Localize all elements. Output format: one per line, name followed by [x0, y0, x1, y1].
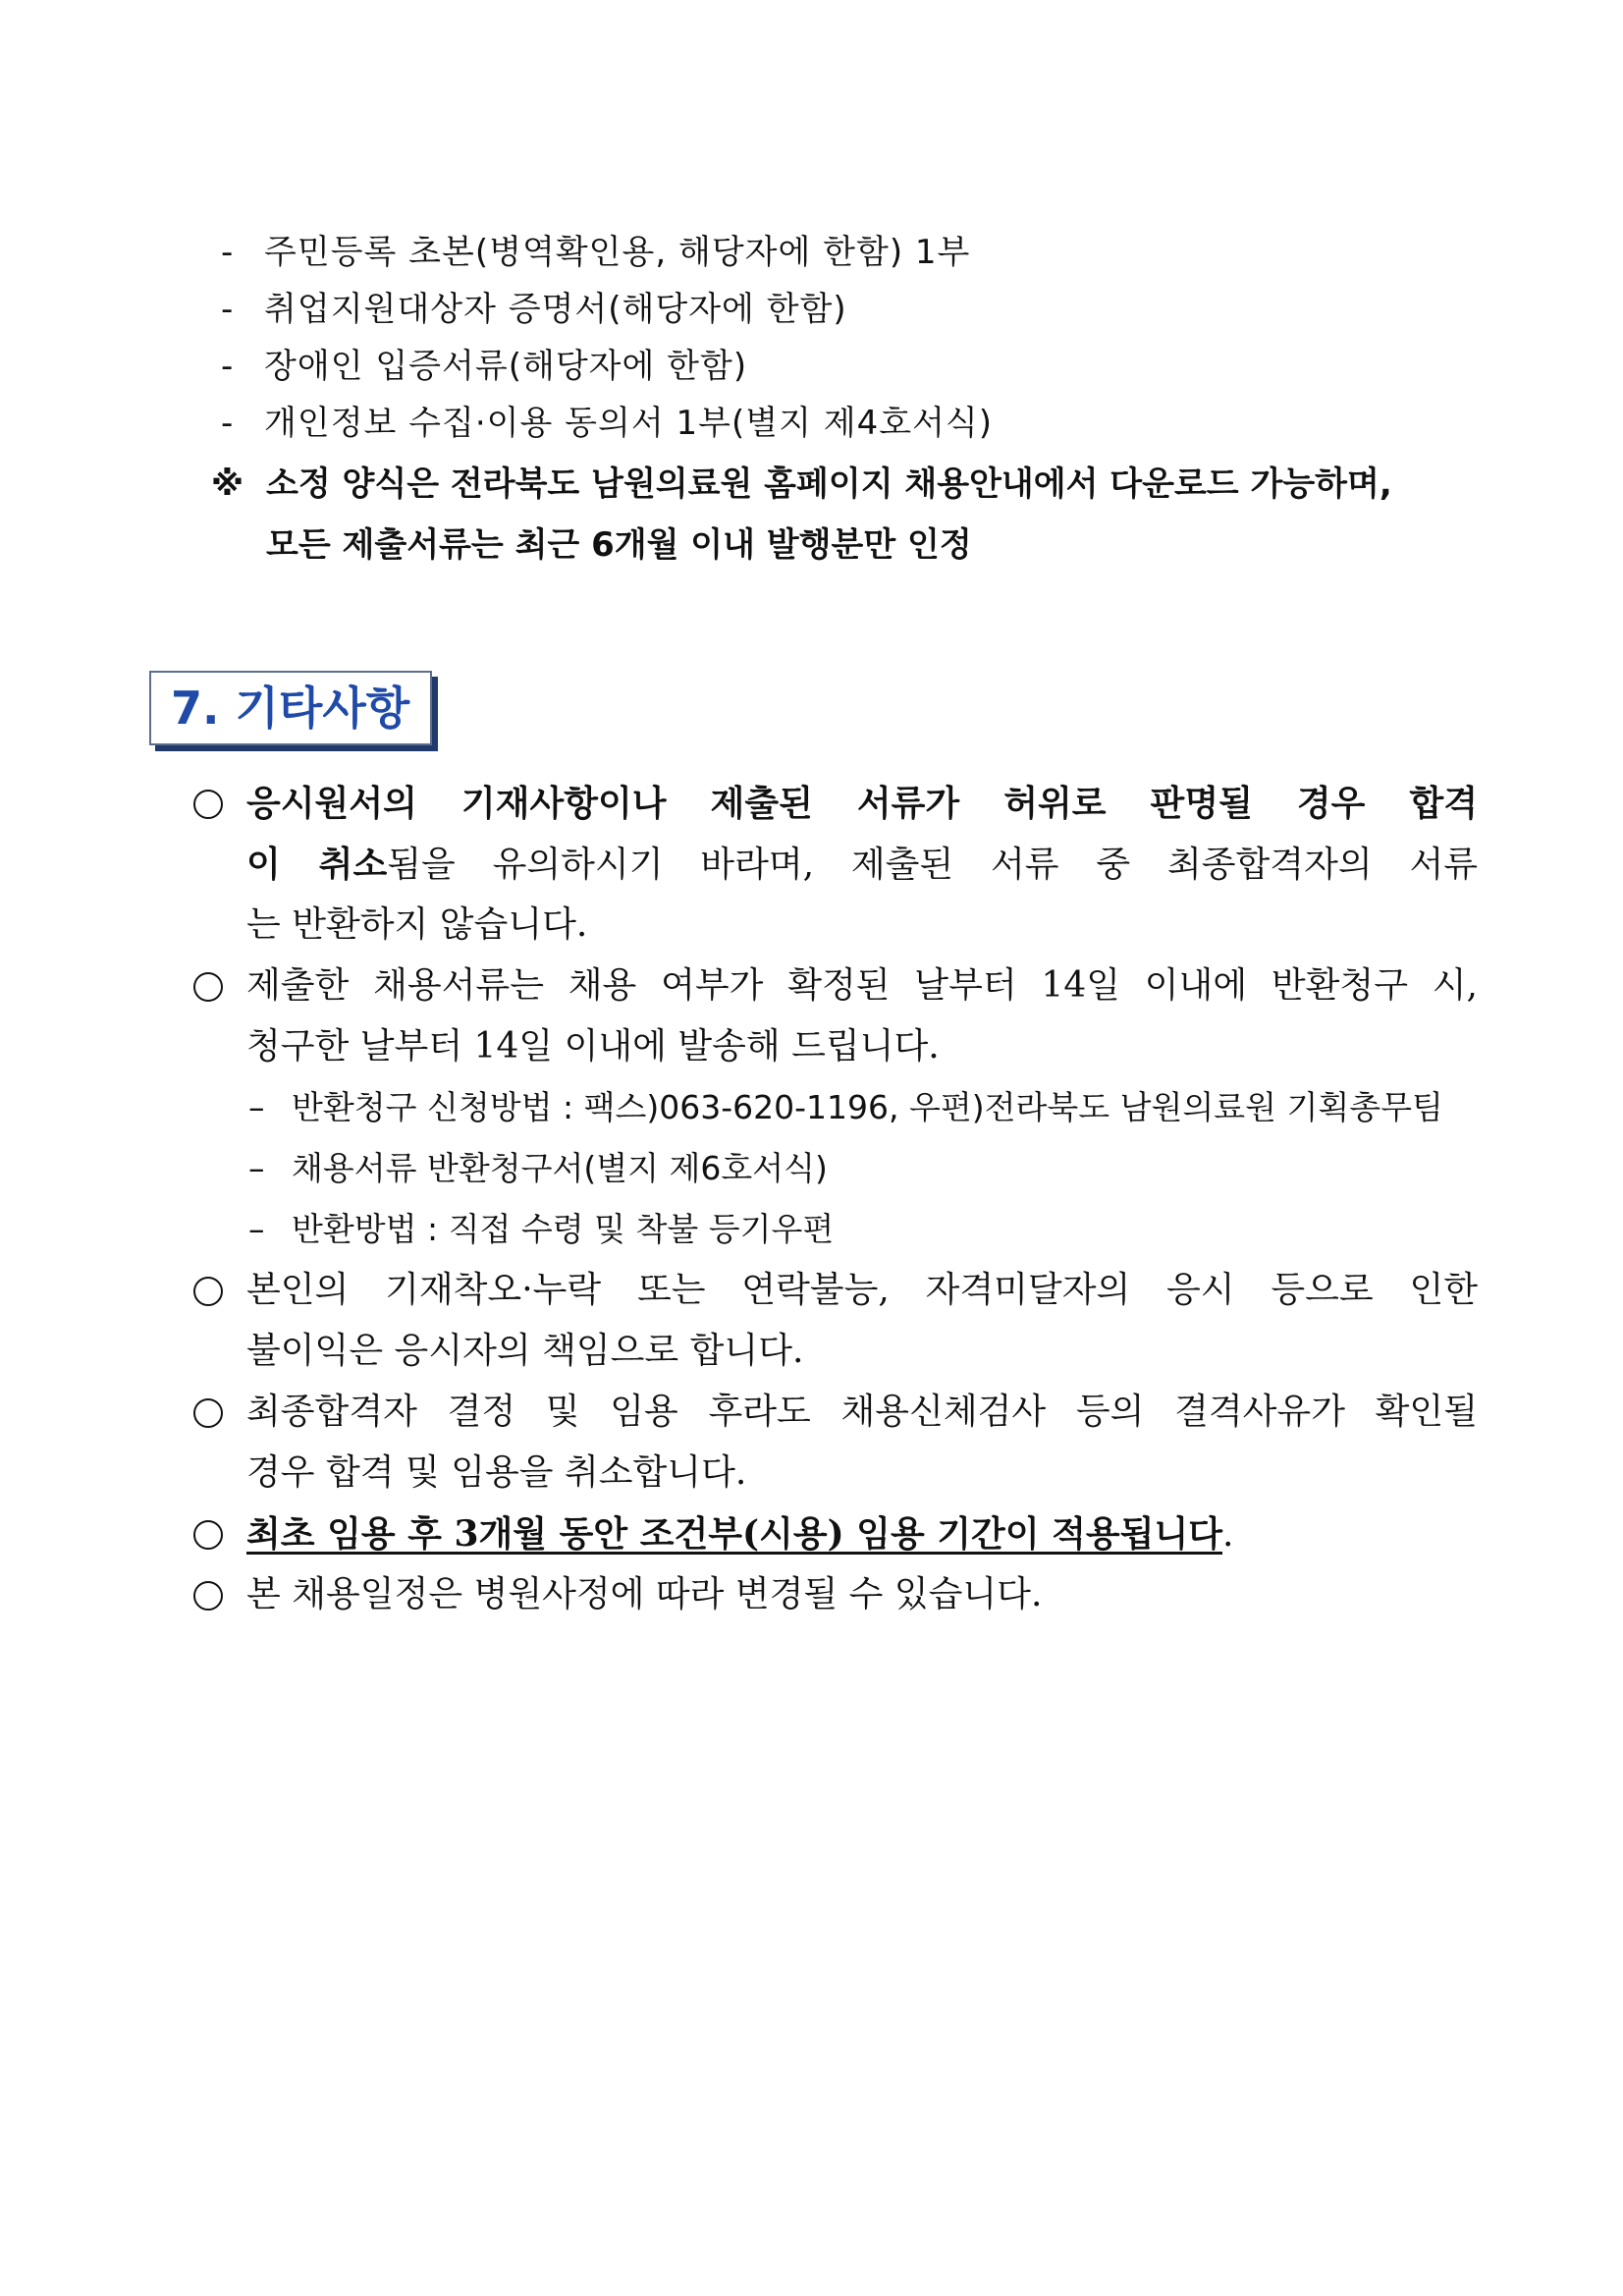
circle-bullet-icon [193, 1398, 223, 1428]
required-documents-list [221, 224, 993, 452]
notice-line-2: 모든 제출서류는 최근 6개월 이내 발행분만 인정 [266, 525, 972, 565]
section-heading-box [149, 671, 432, 745]
sub-item-return-application: – 반환청구 신청방법 : 팩스)063-620-1196, 우편)전라북도 남원의료원 기획총무팀 [248, 1088, 1443, 1126]
sub-item-return-form: – 채용서류 반환청구서(별지 제6호서식) [248, 1149, 828, 1187]
list-item-document-return: 제출한 채용서류는 채용 여부가 확정된 날부터 14일 이내에 반환청구 시, 청구한 날부터 14일 이내에 발송해 드립니다. – 반환청구 신청방법 : 팩스)063-620-1196, 우편)전라북도 남원의료원 기획총무팀 – 채용서류 반환청구서(별지 제6호서식) – 반환방법 : 직접 수령 및 착불 등기우편 [191, 956, 1478, 1260]
doc-item-resident-abstract: - 주민등록 초본(병역확인용, 해당자에 한함) 1부 [221, 233, 971, 272]
other-matters-list [191, 773, 1478, 1625]
list-item-false-documents: 응시원서의 기재사항이나 제출된 서류가 허위로 판명될 경우 합격 이 취소됨을 유의하시기 바라며, 제출된 서류 중 최종합격자의 서류 는 반환하지 않습니다. [191, 773, 1478, 956]
circle-bullet-icon [193, 972, 223, 1002]
notice-block [211, 454, 1392, 575]
circle-bullet-icon [193, 790, 223, 819]
sub-item-return-method: – 반환방법 : 직접 수령 및 착불 등기우편 [248, 1210, 835, 1248]
doc-item-employment-support: - 취업지원대상자 증명서(해당자에 한함) [221, 290, 847, 329]
notice-line-1: 소정 양식은 전라북도 남원의료원 홈페이지 채용안내에서 다운로드 가능하며, [266, 465, 1392, 504]
circle-bullet-icon [193, 1581, 223, 1611]
circle-bullet-icon [193, 1277, 223, 1306]
doc-item-disability-proof: - 장애인 입증서류(해당자에 한함) [221, 347, 748, 386]
list-item-disqualification: 최종합격자 결정 및 임용 후라도 채용신체검사 등의 결격사유가 확인될 경우 합격 및 임용을 취소합니다. [191, 1382, 1478, 1503]
doc-item-privacy-consent: - 개인정보 수집·이용 동의서 1부(별지 제4호서식) [221, 404, 994, 443]
list-item-applicant-responsibility: 본인의 기재착오·누락 또는 연락불능, 자격미달자의 응시 등으로 인한 불이익은 응시자의 책임으로 합니다. [191, 1260, 1478, 1382]
list-item-probation: 최초 임용 후 3개월 동안 조건부(시용) 임용 기간이 적용됩니다. [191, 1503, 1478, 1564]
list-item-schedule-change: 본 채용일정은 병원사정에 따라 변경될 수 있습니다. [191, 1564, 1478, 1625]
section-title: 7. 기타사항 [171, 682, 410, 735]
reference-mark-icon: ※ [211, 465, 244, 504]
circle-bullet-icon [193, 1520, 223, 1550]
